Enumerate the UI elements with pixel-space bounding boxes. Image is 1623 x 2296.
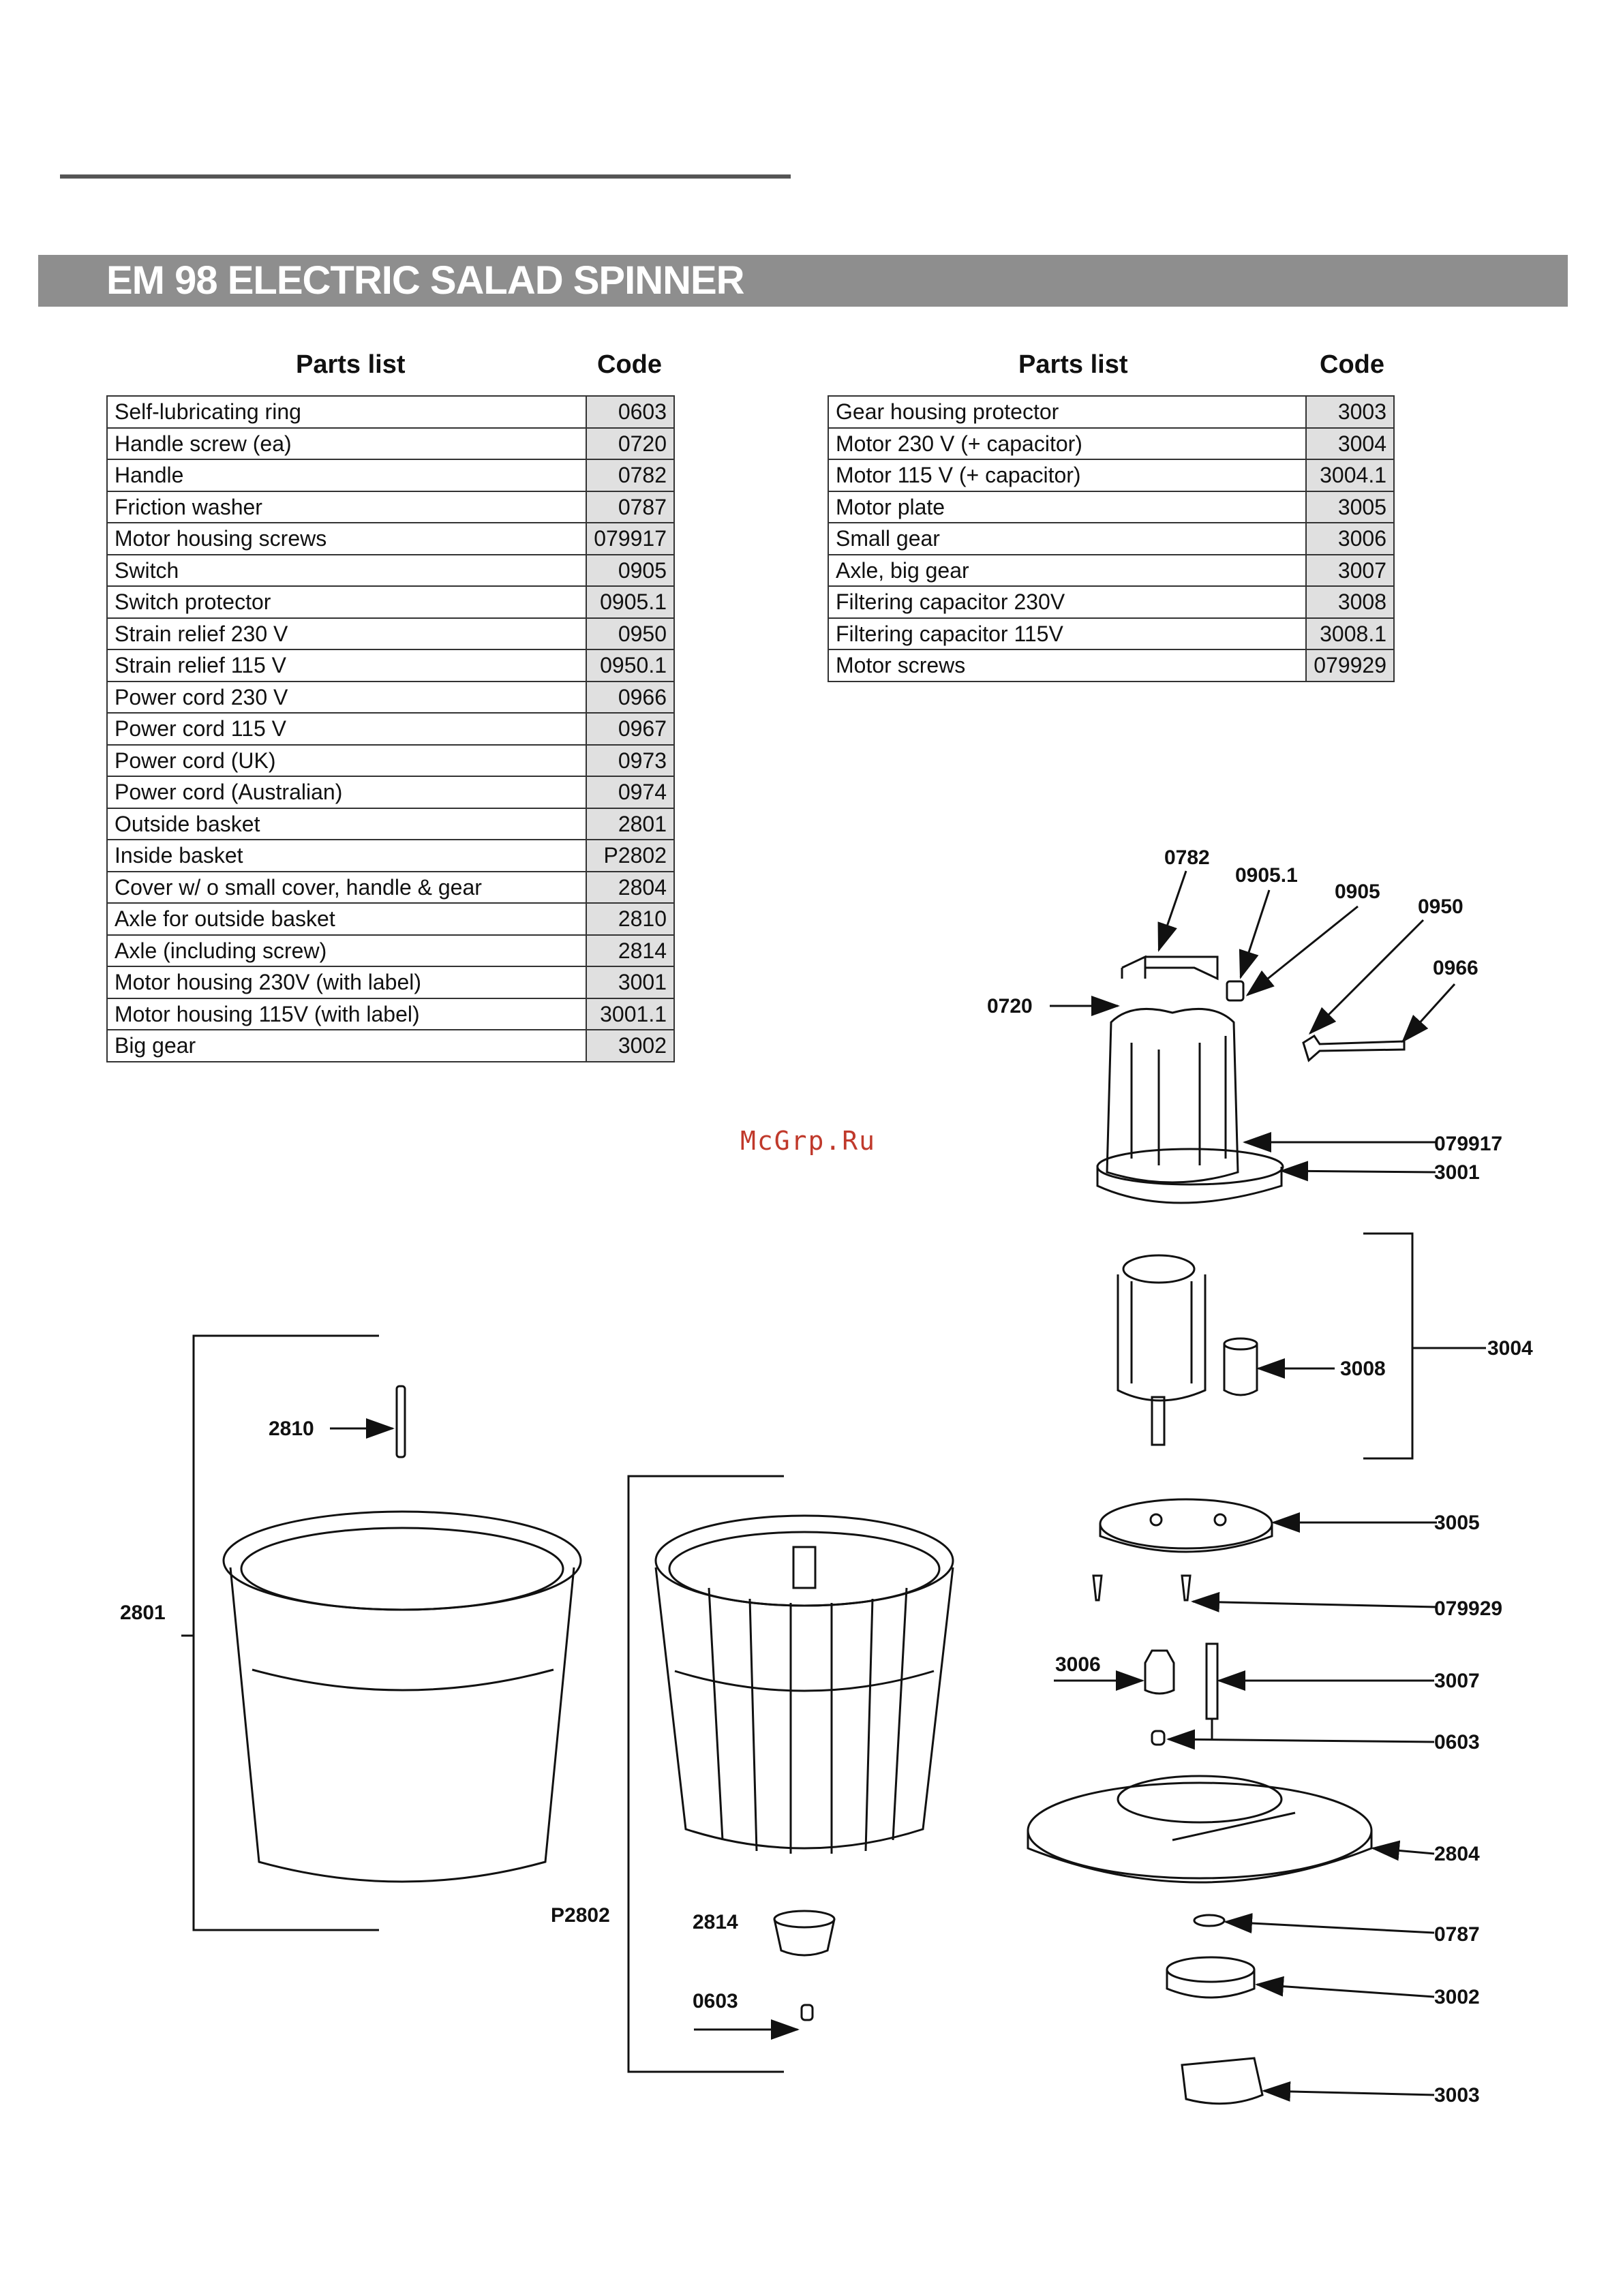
callout-3006: 3006 [1055, 1653, 1101, 1676]
callout-P2802: P2802 [551, 1904, 610, 1927]
part-name: Axle for outside basket [107, 903, 586, 935]
friction-washer-drawing [1194, 1915, 1224, 1926]
part-code: P2802 [586, 840, 674, 872]
part-code: 3004.1 [1306, 459, 1394, 491]
part-name: Inside basket [107, 840, 586, 872]
part-name: Switch protector [107, 586, 586, 618]
part-code: 3001 [586, 966, 674, 998]
part-name: Small gear [828, 523, 1306, 555]
part-code: 0967 [586, 713, 674, 745]
part-code: 0720 [586, 428, 674, 460]
callout-0950: 0950 [1418, 896, 1463, 918]
part-name: Switch [107, 555, 586, 587]
part-name: Motor housing screws [107, 523, 586, 555]
watermark: McGrp.Ru [740, 1126, 877, 1156]
callout-0603-right: 0603 [1434, 1731, 1480, 1754]
part-code: 079929 [1306, 649, 1394, 682]
part-name: Motor 230 V (+ capacitor) [828, 428, 1306, 460]
motor-bracket [1363, 1234, 1412, 1458]
callout-3003: 3003 [1434, 2084, 1480, 2107]
part-name: Filtering capacitor 115V [828, 618, 1306, 650]
part-code: 2804 [586, 872, 674, 904]
callout-3008: 3008 [1340, 1358, 1386, 1380]
callout-2801: 2801 [120, 1602, 166, 1624]
callout-3004: 3004 [1487, 1337, 1533, 1360]
part-code: 0787 [586, 491, 674, 523]
part-code: 3001.1 [586, 998, 674, 1030]
callout-079929: 079929 [1434, 1597, 1503, 1620]
inside-basket-drawing [656, 1516, 953, 1854]
part-name: Motor housing 230V (with label) [107, 966, 586, 998]
callout-2814: 2814 [693, 1911, 738, 1933]
part-name: Power cord 230 V [107, 682, 586, 714]
callout-2810: 2810 [269, 1418, 314, 1440]
small-gear-drawing [1145, 1651, 1174, 1694]
callout-2804: 2804 [1434, 1843, 1480, 1865]
part-name: Strain relief 115 V [107, 649, 586, 682]
callout-3001: 3001 [1434, 1161, 1480, 1184]
part-name: Power cord (UK) [107, 745, 586, 777]
callout-0603-left: 0603 [693, 1990, 738, 2012]
callout-079917: 079917 [1434, 1133, 1503, 1155]
part-name: Handle [107, 459, 586, 491]
part-name: Motor plate [828, 491, 1306, 523]
part-name: Gear housing protector [828, 396, 1306, 428]
axle-including-screw-drawing [774, 1911, 834, 1955]
part-code: 0603 [586, 396, 674, 428]
left-code-header: Code [597, 350, 662, 379]
part-code: 3008.1 [1306, 618, 1394, 650]
ring-drawing [1152, 1731, 1164, 1745]
right-parts-list-header: Parts list [1018, 350, 1128, 379]
callout-3007: 3007 [1434, 1670, 1480, 1692]
part-code: 3004 [1306, 428, 1394, 460]
part-name: Axle, big gear [828, 555, 1306, 587]
callout-0720: 0720 [987, 995, 1033, 1017]
callout-0782: 0782 [1164, 846, 1210, 869]
part-code: 3006 [1306, 523, 1394, 555]
callout-0905: 0905 [1335, 881, 1380, 903]
switch-drawing [1227, 981, 1243, 1000]
part-code: 0950 [586, 618, 674, 650]
part-code: 0905.1 [586, 586, 674, 618]
part-code: 0974 [586, 776, 674, 808]
part-name: Motor 115 V (+ capacitor) [828, 459, 1306, 491]
part-code: 079917 [586, 523, 674, 555]
part-code: 0782 [586, 459, 674, 491]
callout-0966: 0966 [1433, 957, 1478, 979]
part-code: 0973 [586, 745, 674, 777]
part-name: Friction washer [107, 491, 586, 523]
part-name: Motor housing 115V (with label) [107, 998, 586, 1030]
callout-3002: 3002 [1434, 1986, 1480, 2008]
motor-plate-drawing [1100, 1499, 1272, 1552]
power-cord-drawing [1303, 1036, 1404, 1060]
motor-housing-drawing [1097, 957, 1283, 1203]
part-code: 3002 [586, 1030, 674, 1062]
part-code: 0950.1 [586, 649, 674, 682]
motor-drawing [1118, 1255, 1205, 1445]
big-gear-axle-drawing [1207, 1644, 1217, 1739]
cover-drawing [1028, 1776, 1371, 1882]
callout-0787: 0787 [1434, 1923, 1480, 1946]
part-name: Power cord (Australian) [107, 776, 586, 808]
right-code-header: Code [1320, 350, 1384, 379]
outside-basket-axle-drawing [397, 1386, 405, 1457]
part-code: 3003 [1306, 396, 1394, 428]
page-title: EM 98 ELECTRIC SALAD SPINNER [38, 255, 1568, 307]
part-name: Power cord 115 V [107, 713, 586, 745]
part-code: 2801 [586, 808, 674, 840]
part-name: Strain relief 230 V [107, 618, 586, 650]
big-gear-drawing [1167, 1957, 1254, 1997]
part-code: 3005 [1306, 491, 1394, 523]
part-code: 2810 [586, 903, 674, 935]
part-name: Self-lubricating ring [107, 396, 586, 428]
part-name: Handle screw (ea) [107, 428, 586, 460]
callout-0905-1: 0905.1 [1235, 864, 1298, 887]
motor-screws-drawing [1093, 1576, 1190, 1600]
part-code: 3007 [1306, 555, 1394, 587]
gear-housing-protector-drawing [1182, 2058, 1262, 2104]
part-name: Filtering capacitor 230V [828, 586, 1306, 618]
part-name: Big gear [107, 1030, 586, 1062]
outside-basket-drawing [224, 1512, 581, 1882]
part-name: Axle (including screw) [107, 935, 586, 967]
part-code: 2814 [586, 935, 674, 967]
part-name: Outside basket [107, 808, 586, 840]
inside-basket-bracket [628, 1476, 784, 2072]
part-code: 3008 [1306, 586, 1394, 618]
capacitor-drawing [1224, 1338, 1257, 1395]
part-name: Cover w/ o small cover, handle & gear [107, 872, 586, 904]
callout-3005: 3005 [1434, 1512, 1480, 1534]
part-name: Motor screws [828, 649, 1306, 682]
part-code: 0905 [586, 555, 674, 587]
left-parts-list-header: Parts list [296, 350, 406, 379]
part-code: 0966 [586, 682, 674, 714]
ring-drawing-small [802, 2005, 813, 2020]
